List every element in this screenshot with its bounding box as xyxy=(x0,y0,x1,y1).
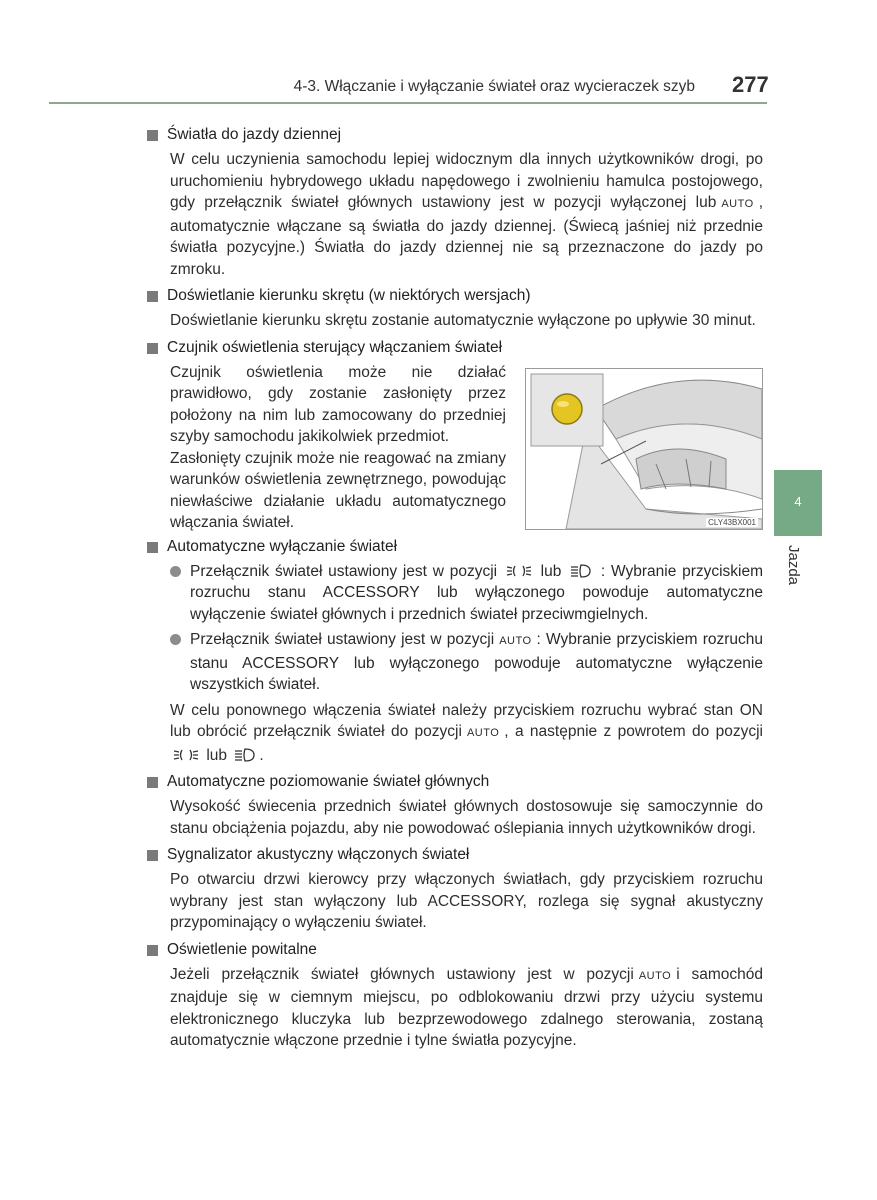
page-content xyxy=(147,124,763,1057)
light-sensor-icon xyxy=(552,394,582,424)
buzzer-paragraph: Po otwarciu drzwi kierowcy przy włączonych światłach, gdy przyciskiem rozruchu wybrany jest stan wyłączony lub ACCESSORY, rozlega się sygnał akustyczny przypominający o wyłączeniu świateł. xyxy=(170,871,763,931)
chapter-tab-label: Jazda xyxy=(785,545,802,586)
chapter-title: 4-3. Włączanie i wyłączanie świateł oraz wycieraczek szyb xyxy=(293,78,695,95)
square-bullet-icon xyxy=(147,945,158,956)
sensor-block xyxy=(147,362,763,532)
parking-lights-icon xyxy=(506,564,532,578)
section-heading-buzzer: Sygnalizator akustyczny włączonych świateł xyxy=(147,844,763,866)
square-bullet-icon xyxy=(147,777,158,788)
auto-symbol: AUTO xyxy=(499,635,532,647)
auto-off-bullet-1: Przełącznik świateł ustawiony jest w pozycji lub : Wybranie przyciskiem rozruchu stanu ACCESSORY lub wyłączonego powoduje automatyczne wyłączenie świateł głównych i przednich świateł przeciwmgielnych. xyxy=(190,561,763,626)
chapter-tab-number: 4 xyxy=(794,494,802,509)
auto-symbol: AUTO xyxy=(721,198,754,210)
square-bullet-icon xyxy=(147,542,158,553)
round-bullet-icon xyxy=(170,634,181,645)
drl-paragraph: W celu uczynienia samochodu lepiej widocznym dla innych użytkowników drogi, po uruchomieniu hybrydowego układu napędowego i zwolnieniu hamulca postojowego, gdy przełącznik świateł głównych ustawiony jest w pozycji wyłączonej lub AUTO , automatycznie włączane są światła do jazdy dziennej. (Świecą jaśniej niż przednie światła pozycyjne.) Światła do jazdy dziennej nie są przeznaczone do jazdy po zmroku. xyxy=(170,151,763,278)
section-heading-cornering: Doświetlanie kierunku skrętu (w niektórych wersjach) xyxy=(147,285,763,307)
square-bullet-icon xyxy=(147,291,158,302)
sensor-illustration xyxy=(525,368,763,530)
section-heading-sensor: Czujnik oświetlenia sterujący włączaniem świateł xyxy=(147,337,763,359)
sensor-paragraph: Czujnik oświetlenia może nie działać prawidłowo, gdy zostanie zasłonięty przez położony na nim lub zamocowany do przedniej szyby samochodu jakikolwiek przedmiot. Zasłonięty czujnik może nie reagować na zmiany warunków oświetlenia zewnętrznego, powodując niewłaściwe działanie układu automatycznego włączania świateł. xyxy=(170,363,506,531)
square-bullet-icon xyxy=(147,850,158,861)
leveling-paragraph: Wysokość świecenia przednich świateł głównych dostosowuje się samoczynnie do stanu obciążenia pojazdu, aby nie powodować oślepiania innych użytkowników drogi. xyxy=(170,798,763,837)
figure-code: CLY43BX001 xyxy=(708,517,756,527)
chapter-tab xyxy=(774,470,822,536)
parking-lights-icon xyxy=(173,748,199,762)
section-heading-drl: Światła do jazdy dziennej xyxy=(147,124,763,146)
cornering-paragraph: Doświetlanie kierunku skrętu zostanie automatycznie wyłączone po upływie 30 minut. xyxy=(170,312,756,329)
headlight-icon xyxy=(570,564,592,578)
dashboard-illustration xyxy=(526,369,762,529)
round-bullet-icon xyxy=(170,566,181,577)
square-bullet-icon xyxy=(147,130,158,141)
header-rule xyxy=(49,102,767,104)
auto-symbol: AUTO xyxy=(638,969,672,982)
headlight-icon xyxy=(234,748,256,762)
page-number: 277 xyxy=(732,72,769,97)
auto-off-paragraph: W celu ponownego włączenia świateł należy przyciskiem rozruchu wybrać stan ON lub obrócić przełącznik świateł do pozycji AUTO , a następnie z powrotem do pozycji lub . xyxy=(170,701,763,764)
section-heading-welcome: Oświetlenie powitalne xyxy=(147,939,763,961)
square-bullet-icon xyxy=(147,343,158,354)
section-heading-auto-off: Automatyczne wyłączanie świateł xyxy=(147,536,763,558)
welcome-paragraph: Jeżeli przełącznik świateł głównych ustawiony jest w pozycji AUTO i samochód znajduje się w ciemnym miejscu, po odblokowaniu drzwi przy użyciu systemu elektronicznego kluczyka lub bezprzewodowego zdalnego sterowania, zostaną automatycznie włączone przednie i tylne światła pozycyjne. xyxy=(170,965,764,1049)
auto-symbol: AUTO xyxy=(466,727,500,739)
section-heading-leveling: Automatyczne poziomowanie świateł głównych xyxy=(147,771,763,793)
auto-off-bullet-2: Przełącznik świateł ustawiony jest w pozycji AUTO : Wybranie przyciskiem rozruchu stanu ACCESSORY lub wyłączonego powoduje automatyczne wyłączenie wszystkich świateł. xyxy=(190,629,763,696)
